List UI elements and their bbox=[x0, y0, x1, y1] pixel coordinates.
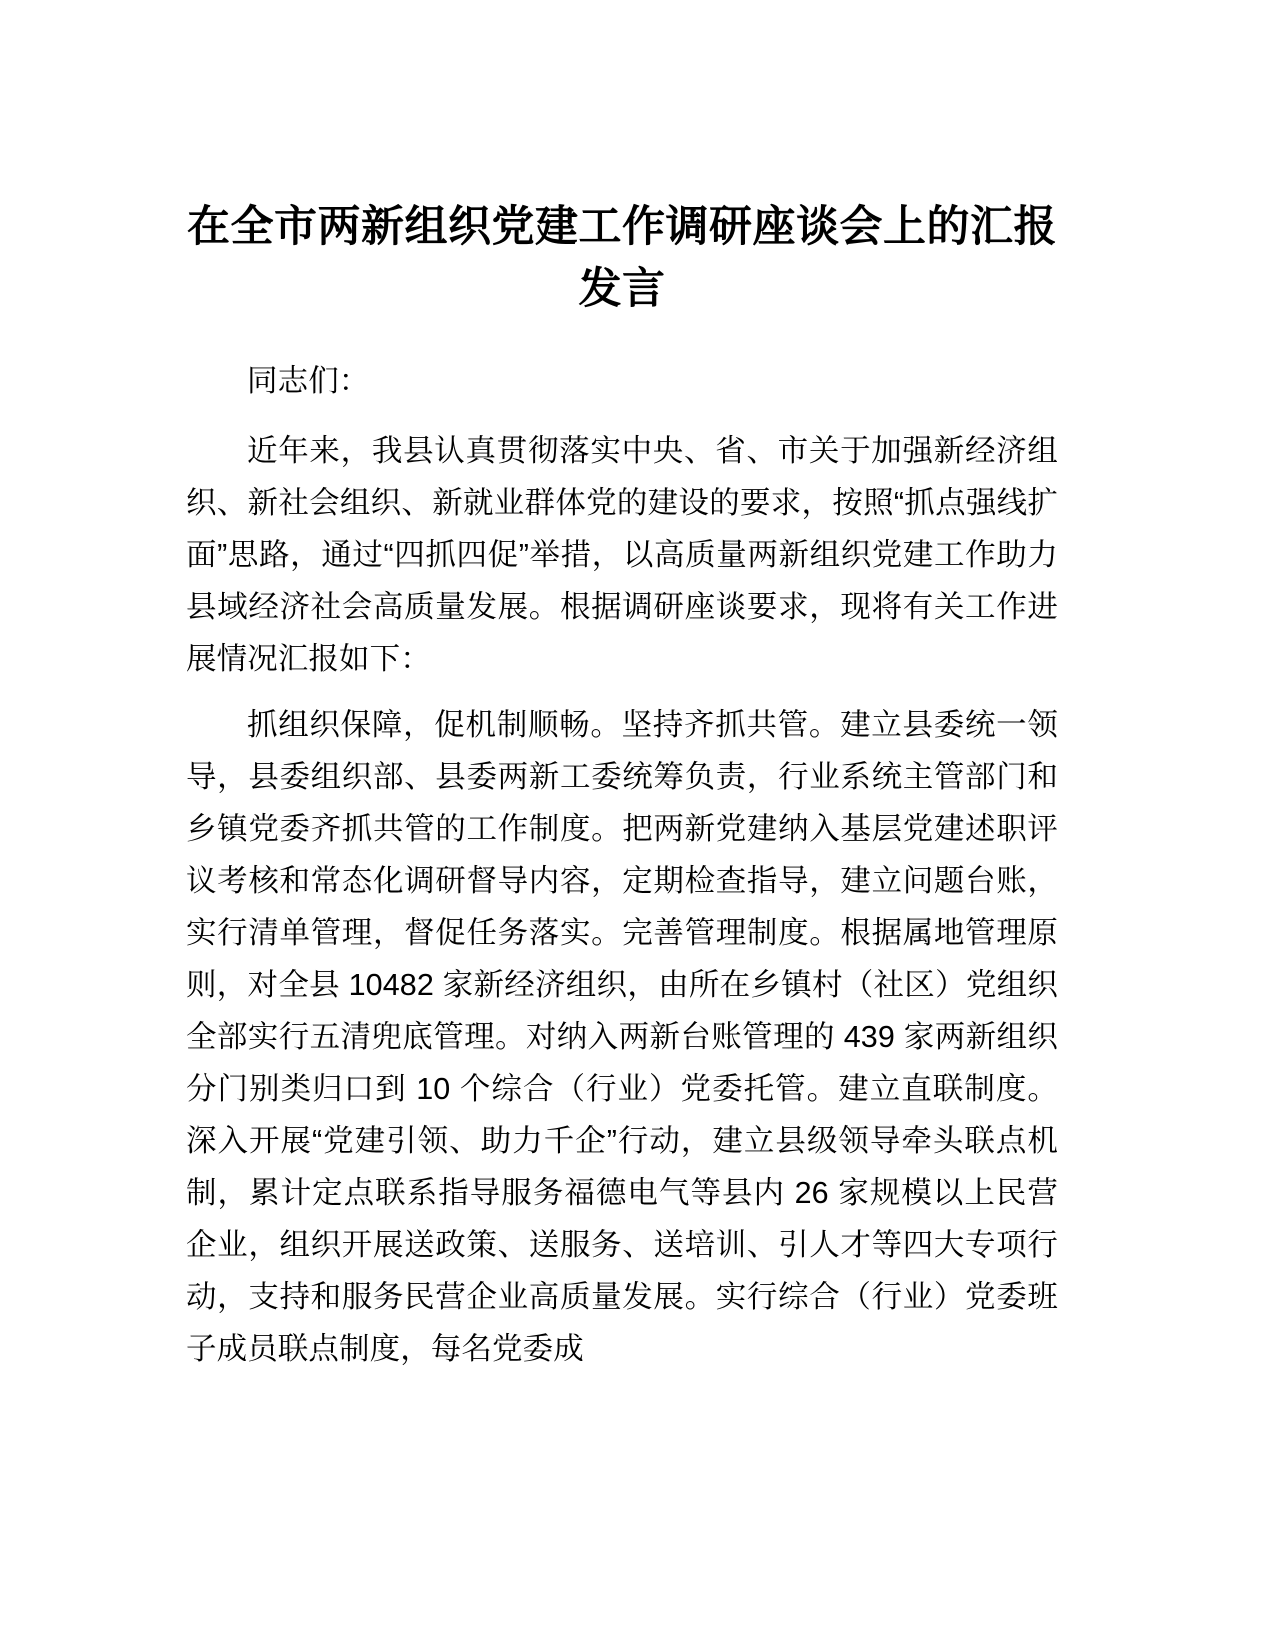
document-title: 在全市两新组织党建工作调研座谈会上的汇报发言 bbox=[187, 203, 1057, 314]
paragraph-section-one: 抓组织保障，促机制顺畅。坚持齐抓共管。建立县委统一领导，县委组织部、县委两新工委统筹负责，行业系统主管部门和乡镇党委齐抓共管的工作制度。把两新党建纳入基层党建述职评议考核和常态化调研督导内容，定期检查指导，建立问题台账，实行清单管理，督促任务落实。完善管理制度。根据属地管理原则，对全县 10482 家新经济组织，由所在乡镇村（社区）党组织全部实行五清兜底管理。对纳入两新台账管理的 439 家两新组织分门别类归口到 10 个综合（行业）党委托管。建立直联制度。深入开展“党建引领、助力千企”行动，建立县级领导牵头联点机制，累计定点联系指导服务福德电气等县内 26 家规模以上民营企业，组织开展送政策、送服务、送培训、引人才等四大专项行动，支持和服务民营企业高质量发展。实行综合（行业）党委班子成员联点制度，每名党委成 bbox=[186, 707, 1058, 1366]
document-body bbox=[186, 196, 1058, 1375]
paragraph-salutation: 同志们： bbox=[247, 363, 370, 398]
paragraph-intro: 近年来，我县认真贯彻落实中央、省、市关于加强新经济组织、新社会组织、新就业群体党的建设的要求，按照“抓点强线扩面”思路，通过“四抓四促”举措，以高质量两新组织党建工作助力县域经济社会高质量发展。根据调研座谈要求，现将有关工作进展情况汇报如下： bbox=[186, 433, 1058, 676]
